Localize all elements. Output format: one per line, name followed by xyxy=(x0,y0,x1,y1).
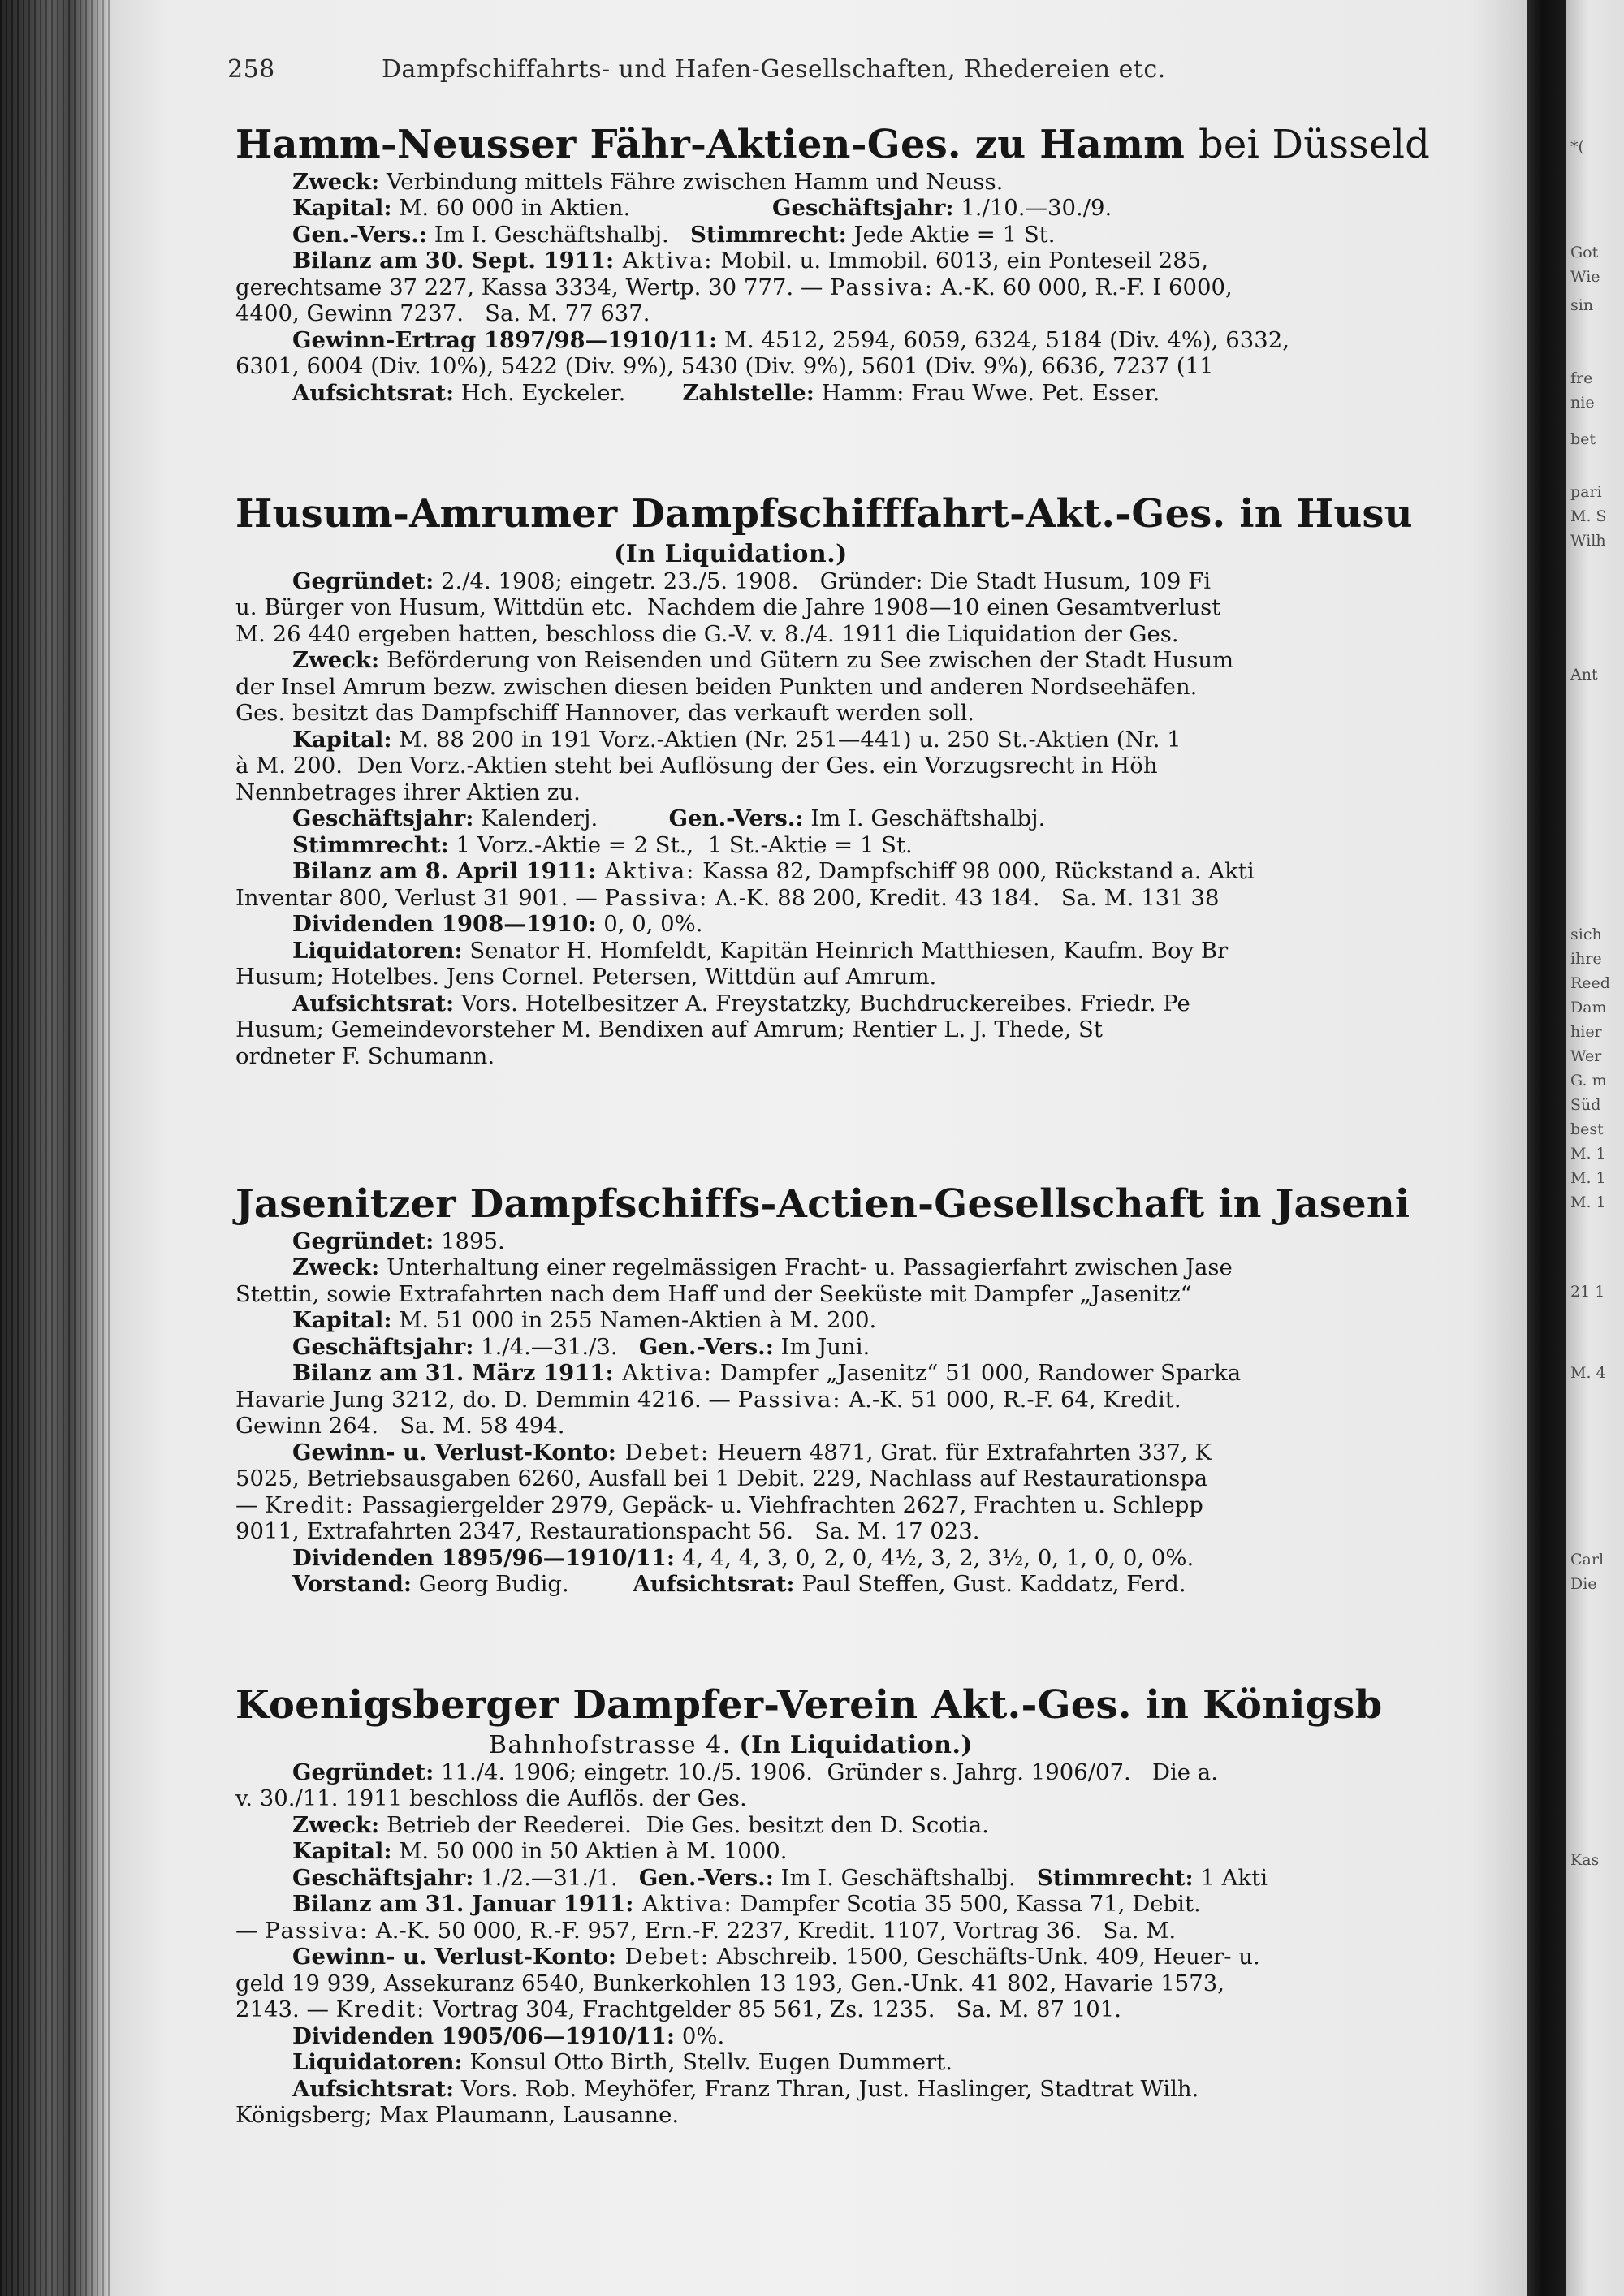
entry-text: Georg Budig. xyxy=(412,1571,633,1598)
entry-text: à M. 200. Den Vorz.-Aktien steht bei Auflösung der Ges. ein Vorzugsrecht in Höh xyxy=(235,753,1158,779)
entry-text: Paul Steffen, Gust. Kaddatz, Ferd. xyxy=(794,1571,1186,1598)
entry-line xyxy=(235,1838,1527,1865)
facing-page-fragment: hier xyxy=(1570,1023,1602,1041)
entry-text: Heuern 4871, Grat. für Extrafahrten 337, K xyxy=(710,1439,1212,1465)
entry-text: 0, 0, 0%. xyxy=(596,911,703,938)
entry-line xyxy=(235,1254,1527,1281)
entry-keyword: Gegründet: xyxy=(292,1228,434,1254)
entry-text: Senator H. Homfeldt, Kapitän Heinrich Matthiesen, Kaufm. Boy Br xyxy=(462,937,1229,964)
entry-text: Jede Aktie = 1 St. xyxy=(846,221,1056,248)
entry-text: gerechtsame 37 227, Kassa 3334, Wertp. 30 777. — xyxy=(235,274,831,300)
entry-keyword: Stimmrecht: xyxy=(292,831,449,858)
entry-text: ordneter F. Schumann. xyxy=(235,1042,495,1069)
entry-keyword: Liquidatoren: xyxy=(292,937,463,964)
entry-text: Dampfer „Jasenitz“ 51 000, Randower Sparka xyxy=(713,1360,1242,1387)
entry-keyword: Geschäftsjahr: xyxy=(292,1333,474,1360)
entry-line xyxy=(235,1413,1527,1439)
entry-text: A.-K. 60 000, R.-F. I 6000, xyxy=(933,274,1233,300)
entry-spaced-label: Aktiva: xyxy=(614,248,714,274)
facing-page-fragment: sich xyxy=(1570,926,1602,943)
facing-page-fragment: G. m xyxy=(1570,1072,1607,1090)
entry-spaced-label: Aktiva: xyxy=(633,1891,733,1918)
entry-line xyxy=(235,1465,1527,1492)
entry-line xyxy=(235,938,1527,965)
entry-spaced-label: Passiva: xyxy=(265,1917,369,1944)
entry-line xyxy=(235,274,1527,301)
entry-text: Königsberg; Max Plaumann, Lausanne. xyxy=(235,2102,680,2129)
entry-text: 1./2.—31./1. xyxy=(473,1864,639,1891)
entry-keyword: Kapital: xyxy=(292,1838,392,1865)
entry-line xyxy=(235,1387,1527,1413)
company-subtitle xyxy=(235,540,1527,568)
entry-text: Hch. Eyckeler. xyxy=(454,379,683,406)
facing-page-fragment: Ant xyxy=(1570,666,1598,684)
facing-page-fragment: M. 1 xyxy=(1570,1145,1606,1163)
entry-keyword: Zahlstelle: xyxy=(682,379,814,406)
entry-spaced-label: Debet: xyxy=(615,1944,710,1970)
entry-text: 6301, 6004 (Div. 10%), 5422 (Div. 9%), 5430 (Div. 9%), 5601 (Div. 9%), 6636, 7237 (11 xyxy=(235,353,1214,380)
entry-keyword: Bilanz am 31. März 1911: xyxy=(292,1360,614,1387)
entry-line xyxy=(235,169,1527,196)
entry-text: Vors. Rob. Meyhöfer, Franz Thran, Just. Haslinger, Stadtrat Wilh. xyxy=(454,2075,1199,2102)
entry-line xyxy=(235,1016,1527,1043)
entry-text: Havarie Jung 3212, do. D. Demmin 4216. — xyxy=(235,1386,738,1413)
company-title-light: bei Düsseld xyxy=(1198,122,1431,167)
company-entry-hamm-neusser xyxy=(235,122,1527,406)
page-number: 258 xyxy=(227,55,275,84)
facing-page-fragment: Reed xyxy=(1570,974,1610,992)
entry-text: Vortrag 304, Frachtgelder 85 561, Zs. 1235. Sa. M. 87 101. xyxy=(425,1996,1122,2023)
entry-line xyxy=(235,727,1527,753)
entry-line xyxy=(235,2102,1527,2129)
entry-line xyxy=(235,1996,1527,2023)
entry-line xyxy=(235,990,1527,1017)
company-entry-husum-amrumer xyxy=(235,491,1527,1069)
entry-text: M. 4512, 2594, 6059, 6324, 5184 (Div. 4%), 6332, xyxy=(717,326,1290,353)
entry-line xyxy=(235,300,1527,327)
company-subtitle xyxy=(235,1731,1527,1759)
page-content xyxy=(122,0,1527,2296)
entry-keyword: Gegründet: xyxy=(292,568,434,594)
page-edges xyxy=(0,0,114,2296)
entry-text: Nennbetrages ihrer Aktien zu. xyxy=(235,779,581,805)
entry-line xyxy=(235,1307,1527,1334)
facing-page-fragment: Wer xyxy=(1570,1047,1602,1065)
entry-text: Ges. besitzt das Dampfschiff Hannover, das verkauft werden soll. xyxy=(235,700,975,727)
facing-page-fragment: Süd xyxy=(1570,1096,1601,1114)
entry-line xyxy=(235,1043,1527,1070)
entry-text: Dampfer Scotia 35 500, Kassa 71, Debit. xyxy=(732,1891,1201,1918)
entry-keyword: Zweck: xyxy=(292,168,380,195)
entry-keyword: Gen.-Vers.: xyxy=(292,221,427,248)
entry-text: Im Juni. xyxy=(773,1333,870,1360)
entry-line xyxy=(235,621,1527,648)
entry-keyword: Aufsichtsrat: xyxy=(292,990,455,1016)
entry-text: 1 Akti xyxy=(1193,1864,1268,1891)
entry-keyword: Dividenden 1905/06—1910/11: xyxy=(292,2022,676,2049)
entry-text: 0%. xyxy=(675,2022,725,2049)
entry-line xyxy=(235,1334,1527,1361)
entry-text: 4, 4, 4, 3, 0, 2, 0, 4½, 3, 2, 3½, 0, 1, 0, 0, 0%. xyxy=(675,1544,1194,1571)
facing-page-edge xyxy=(1566,0,1624,2296)
company-title-bold: Hamm-Neusser Fähr-Aktien-Ges. zu Hamm xyxy=(235,122,1186,167)
entry-line xyxy=(235,380,1527,407)
entry-keyword: Geschäftsjahr: xyxy=(292,1864,474,1891)
entry-text: Im I. Geschäftshalbj. xyxy=(426,221,690,248)
facing-page-fragment: fre xyxy=(1570,369,1593,387)
entry-line xyxy=(235,885,1527,912)
entry-text: Im I. Geschäftshalbj. xyxy=(773,1864,1037,1891)
entry-text: M. 50 000 in 50 Aktien à M. 1000. xyxy=(391,1838,788,1865)
entry-keyword: Kapital: xyxy=(292,726,392,753)
entry-line xyxy=(235,327,1527,354)
entry-keyword: Kapital: xyxy=(292,1307,392,1334)
entry-text: 9011, Extrafahrten 2347, Restaurationspacht 56. Sa. M. 17 023. xyxy=(235,1518,980,1545)
facing-page-fragment: Wilh xyxy=(1570,532,1606,550)
entry-spaced-label: Passiva: xyxy=(830,274,934,300)
entry-body xyxy=(235,1759,1527,2129)
entry-keyword: Zweck: xyxy=(292,1254,380,1281)
entry-text: Betrieb der Reederei. Die Ges. besitzt den D. Scotia. xyxy=(379,1811,989,1838)
entry-line xyxy=(235,674,1527,701)
company-entry-jasenitzer xyxy=(235,1181,1527,1598)
facing-page-fragment: M. 1 xyxy=(1570,1169,1606,1187)
facing-page-fragment: Kas xyxy=(1570,1851,1600,1869)
entry-text: Abschreib. 1500, Geschäfts-Unk. 409, Heuer- u. xyxy=(710,1944,1260,1970)
entry-keyword: Aufsichtsrat: xyxy=(633,1571,795,1598)
entry-text: 1 Vorz.-Aktie = 2 St., 1 St.-Aktie = 1 St. xyxy=(448,831,913,858)
entry-line xyxy=(235,1281,1527,1308)
entry-text: — xyxy=(235,1491,266,1518)
entry-spaced-label: Passiva: xyxy=(737,1386,842,1413)
entry-text: M. 51 000 in 255 Namen-Aktien à M. 200. xyxy=(391,1307,877,1334)
facing-page-fragment: M. S xyxy=(1570,507,1607,525)
entry-line xyxy=(235,594,1527,621)
entry-body xyxy=(235,1228,1527,1598)
entry-text: Passagiergelder 2979, Gepäck- u. Viehfrachten 2627, Frachten u. Schlepp xyxy=(354,1491,1203,1518)
entry-text: Verbindung mittels Fähre zwischen Hamm und Neuss. xyxy=(379,168,1004,195)
entry-line xyxy=(235,832,1527,859)
entry-keyword: Zweck: xyxy=(292,1811,380,1838)
facing-page-fragment: Wie xyxy=(1570,268,1600,286)
entry-text: Beförderung von Reisenden und Gütern zu See zwischen der Stadt Husum xyxy=(379,647,1234,674)
entry-line xyxy=(235,1360,1527,1387)
entry-text: Kalenderj. xyxy=(473,805,669,832)
entry-text: — xyxy=(235,1917,266,1944)
entry-spaced-label: Kredit: xyxy=(265,1491,355,1518)
entry-text: 1./10.—30./9. xyxy=(953,195,1112,222)
entry-keyword: Bilanz am 31. Januar 1911: xyxy=(292,1891,634,1918)
entry-text: Vors. Hotelbesitzer A. Freystatzky, Buchdruckereibes. Friedr. Pe xyxy=(454,990,1190,1016)
company-title: Husum-Amrumer Dampfschifffahrt-Akt.-Ges. in Husu xyxy=(235,491,1413,537)
entry-text: Kassa 82, Dampfschiff 98 000, Rückstand a. Akti xyxy=(695,858,1255,885)
entry-line xyxy=(235,1545,1527,1572)
entry-text: 2./4. 1908; eingetr. 23./5. 1908. Gründer: Die Stadt Husum, 109 Fi xyxy=(434,568,1212,594)
entry-keyword: Gegründet: xyxy=(292,1759,434,1785)
entry-line xyxy=(235,1891,1527,1918)
entry-text: u. Bürger von Husum, Wittdün etc. Nachdem die Jahre 1908—10 einen Gesamtverlust xyxy=(235,594,1221,621)
entry-keyword: Dividenden 1908—1910: xyxy=(292,911,597,938)
entry-line xyxy=(235,1918,1527,1944)
entry-line xyxy=(235,2049,1527,2076)
entry-line xyxy=(235,964,1527,990)
entry-line xyxy=(235,779,1527,806)
company-title: Koenigsberger Dampfer-Verein Akt.-Ges. in Königsb xyxy=(235,1682,1383,1728)
entry-keyword: Liquidatoren: xyxy=(292,2049,463,2076)
entry-keyword: Stimmrecht: xyxy=(689,221,847,248)
entry-spaced-label: Aktiva: xyxy=(596,858,696,885)
facing-page-fragment: 21 1 xyxy=(1570,1283,1605,1301)
facing-page-fragment: Carl xyxy=(1570,1551,1605,1569)
facing-page-fragment: nie xyxy=(1570,394,1595,412)
entry-keyword: Aufsichtsrat: xyxy=(292,2075,455,2102)
facing-page-fragment: M. 1 xyxy=(1570,1193,1606,1211)
company-title: Jasenitzer Dampfschiffs-Actien-Gesellschaft in Jaseni xyxy=(235,1181,1410,1227)
entry-text: Husum; Hotelbes. Jens Cornel. Petersen, Wittdün auf Amrum. xyxy=(235,964,937,990)
entry-text: 4400, Gewinn 7237. Sa. M. 77 637. xyxy=(235,300,650,327)
entry-keyword: Stimmrecht: xyxy=(1036,1864,1194,1891)
entry-text: 2143. — xyxy=(235,1996,336,2023)
entry-line xyxy=(235,753,1527,779)
entry-text: M. 88 200 in 191 Vorz.-Aktien (Nr. 251—441) u. 250 St.-Aktien (Nr. 1 xyxy=(391,726,1181,753)
entry-text: A.-K. 51 000, R.-F. 64, Kredit. xyxy=(841,1386,1181,1413)
entry-line xyxy=(235,248,1527,274)
entry-text: Husum; Gemeindevorsteher M. Bendixen auf Amrum; Rentier L. J. Thede, St xyxy=(235,1016,1103,1043)
entry-keyword: Bilanz am 8. April 1911: xyxy=(292,858,597,885)
facing-page-fragment: Dam xyxy=(1570,999,1607,1016)
entry-line xyxy=(235,1865,1527,1892)
entry-text: v. 30./11. 1911 beschloss die Auflös. der Ges. xyxy=(235,1785,747,1812)
facing-page-fragment: *( xyxy=(1570,138,1584,156)
entry-line xyxy=(235,568,1527,595)
entry-keyword: Geschäftsjahr: xyxy=(772,195,954,222)
entry-line xyxy=(235,1492,1527,1519)
entry-text: M. 60 000 in Aktien. xyxy=(391,195,773,222)
entry-line xyxy=(235,858,1527,885)
entry-text: Unterhaltung einer regelmässigen Fracht- u. Passagierfahrt zwischen Jase xyxy=(379,1254,1233,1281)
entry-line xyxy=(235,1759,1527,1786)
entry-line xyxy=(235,1812,1527,1839)
entry-line xyxy=(235,1439,1527,1466)
entry-line xyxy=(235,1785,1527,1812)
entry-line xyxy=(235,1228,1527,1255)
facing-page-fragment: M. 4 xyxy=(1570,1364,1606,1382)
entry-text: 1./4.—31./3. xyxy=(473,1333,639,1360)
entry-spaced-label: Passiva: xyxy=(604,884,709,911)
facing-page-fragment: Got xyxy=(1570,244,1599,261)
liquidation-note: (In Liquidation.) xyxy=(739,1730,974,1759)
entry-text: 1895. xyxy=(434,1228,505,1254)
entry-text: A.-K. 88 200, Kredit. 43 184. Sa. M. 131 38 xyxy=(708,884,1220,911)
facing-page-fragment: Die xyxy=(1570,1575,1597,1593)
running-head xyxy=(227,55,1527,84)
facing-page-fragment: bet xyxy=(1570,430,1596,448)
entry-text: Im I. Geschäftshalbj. xyxy=(803,805,1046,832)
entry-text: M. 26 440 ergeben hatten, beschloss die G.-V. v. 8./4. 1911 die Liquidation der Ges. xyxy=(235,620,1179,647)
entry-keyword: Dividenden 1895/96—1910/11: xyxy=(292,1544,676,1571)
entry-line xyxy=(235,1518,1527,1545)
entry-text: geld 19 939, Assekuranz 6540, Bunkerkohlen 13 193, Gen.-Unk. 41 802, Havarie 1573, xyxy=(235,1970,1225,1996)
entry-text: Mobil. u. Immobil. 6013, ein Ponteseil 285, xyxy=(713,248,1208,274)
entry-text: Konsul Otto Birth, Stellv. Eugen Dummert. xyxy=(462,2049,952,2076)
entry-keyword: Gen.-Vers.: xyxy=(668,805,804,832)
company-title xyxy=(235,122,1527,169)
entry-keyword: Aufsichtsrat: xyxy=(292,379,455,406)
entry-text: A.-K. 50 000, R.-F. 957, Ern.-F. 2237, Kredit. 1107, Vortrag 36. Sa. M. xyxy=(369,1917,1177,1944)
entry-keyword: Gewinn-Ertrag 1897/98—1910/11: xyxy=(292,326,718,353)
entry-line xyxy=(235,805,1527,832)
entry-keyword: Gewinn- u. Verlust-Konto: xyxy=(292,1439,616,1465)
entry-line xyxy=(235,1944,1527,1970)
entry-line xyxy=(235,195,1527,222)
entry-text: 5025, Betriebsausgaben 6260, Ausfall bei 1 Debit. 229, Nachlass auf Restaurationspa xyxy=(235,1465,1208,1492)
facing-page-fragment: ihre xyxy=(1570,950,1602,968)
facing-page-fragment: pari xyxy=(1570,483,1602,501)
entry-spaced-label: Aktiva: xyxy=(613,1360,713,1387)
entry-text: Hamm: Frau Wwe. Pet. Esser. xyxy=(814,379,1160,406)
entry-body xyxy=(235,568,1527,1070)
entry-keyword: Vorstand: xyxy=(292,1571,412,1598)
entry-spaced-label: Kredit: xyxy=(335,1996,426,2023)
company-address: Bahnhofstrasse 4. xyxy=(488,1730,732,1759)
liquidation-note: (In Liquidation.) xyxy=(614,539,848,568)
entry-line xyxy=(235,700,1527,727)
entry-keyword: Zweck: xyxy=(292,647,380,674)
entry-text: Inventar 800, Verlust 31 901. — xyxy=(235,884,605,911)
entry-keyword: Gewinn- u. Verlust-Konto: xyxy=(292,1944,616,1970)
entry-keyword: Gen.-Vers.: xyxy=(638,1333,774,1360)
facing-page-fragment: best xyxy=(1570,1120,1604,1138)
company-entry-koenigsberger xyxy=(235,1682,1527,2129)
entry-keyword: Bilanz am 30. Sept. 1911: xyxy=(292,248,615,274)
entry-line xyxy=(235,647,1527,674)
entry-line xyxy=(235,911,1527,938)
entry-text: Stettin, sowie Extrafahrten nach dem Haff und der Seeküste mit Dampfer „Jasenitz“ xyxy=(235,1280,1192,1307)
book-gutter xyxy=(1527,0,1566,2296)
facing-page-fragment: sin xyxy=(1570,296,1594,314)
entry-body xyxy=(235,169,1527,407)
entry-line xyxy=(235,222,1527,248)
entry-spaced-label: Debet: xyxy=(615,1439,710,1465)
entry-keyword: Gen.-Vers.: xyxy=(638,1864,774,1891)
running-head-title: Dampfschiffahrts- und Hafen-Gesellschaften, Rhedereien etc. xyxy=(382,55,1166,84)
entry-text: der Insel Amrum bezw. zwischen diesen beiden Punkten und anderen Nordseehäfen. xyxy=(235,673,1198,700)
entry-text: Gewinn 264. Sa. M. 58 494. xyxy=(235,1413,565,1439)
entry-keyword: Kapital: xyxy=(292,195,392,222)
entry-keyword: Geschäftsjahr: xyxy=(292,805,474,832)
entry-line xyxy=(235,1571,1527,1598)
entry-line xyxy=(235,2076,1527,2103)
entry-line xyxy=(235,1970,1527,1997)
entry-line xyxy=(235,353,1527,380)
entry-text: 11./4. 1906; eingetr. 10./5. 1906. Gründer s. Jahrg. 1906/07. Die a. xyxy=(434,1759,1218,1785)
entry-line xyxy=(235,2023,1527,2050)
